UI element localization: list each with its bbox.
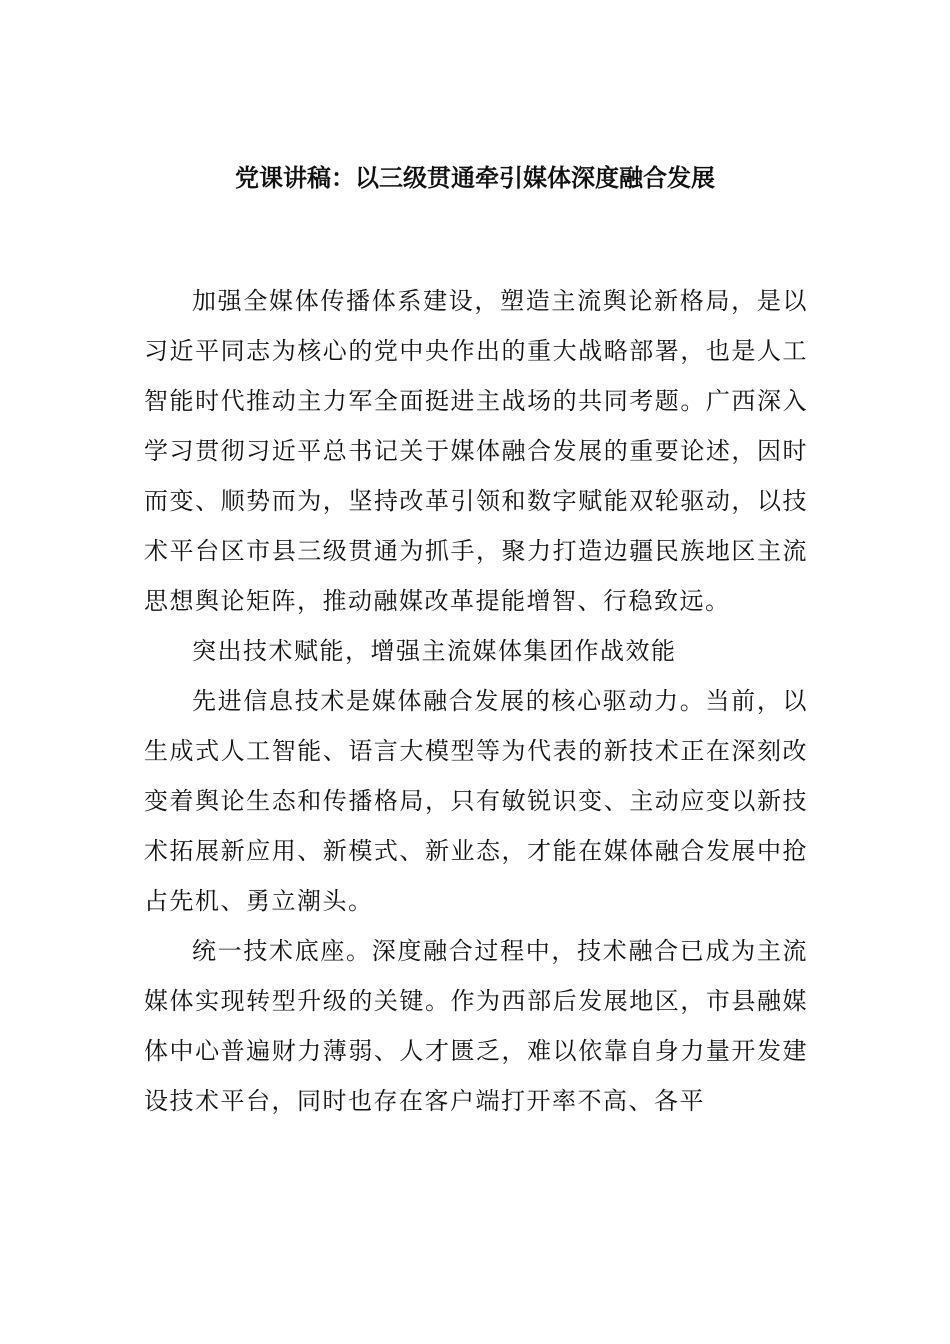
paragraph-tech: 先进信息技术是媒体融合发展的核心驱动力。当前，以生成式人工智能、语言大模型等为代表的新技术正在深刻改变着舆论生态和传播格局，只有敏锐识变、主动应变以新技术拓展新应用、新模式、新业态，才能在媒体融合发展中抢占先机、勇立潮头。: [144, 687, 808, 915]
paragraph-intro: 加强全媒体传播体系建设，塑造主流舆论新格局，是以习近平同志为核心的党中央作出的重大战略部署，也是人工智能时代推动主力军全面挺进主战场的共同考题。广西深入学习贯彻习近平总书记关于媒体融合发展的重要论述，因时而变、顺势而为，坚持改革引领和数字赋能双轮驱动，以技术平台区市县三级贯通为抓手，聚力打造边疆民族地区主流思想舆论矩阵，推动融媒改革提能增智、行稳致远。: [144, 287, 808, 615]
paragraph-platform: 统一技术底座。深度融合过程中，技术融合已成为主流媒体实现转型升级的关键。作为西部后发展地区，市县融媒体中心普遍财力薄弱、人才匮乏，难以依靠自身力量开发建设技术平台，同时也存在客户端打开率不高、各平: [144, 937, 808, 1115]
section-heading: 突出技术赋能，增强主流媒体集团作战效能: [192, 637, 677, 665]
document-title: 党课讲稿：以三级贯通牵引媒体深度融合发展: [235, 164, 715, 192]
document-body: [144, 276, 808, 1126]
